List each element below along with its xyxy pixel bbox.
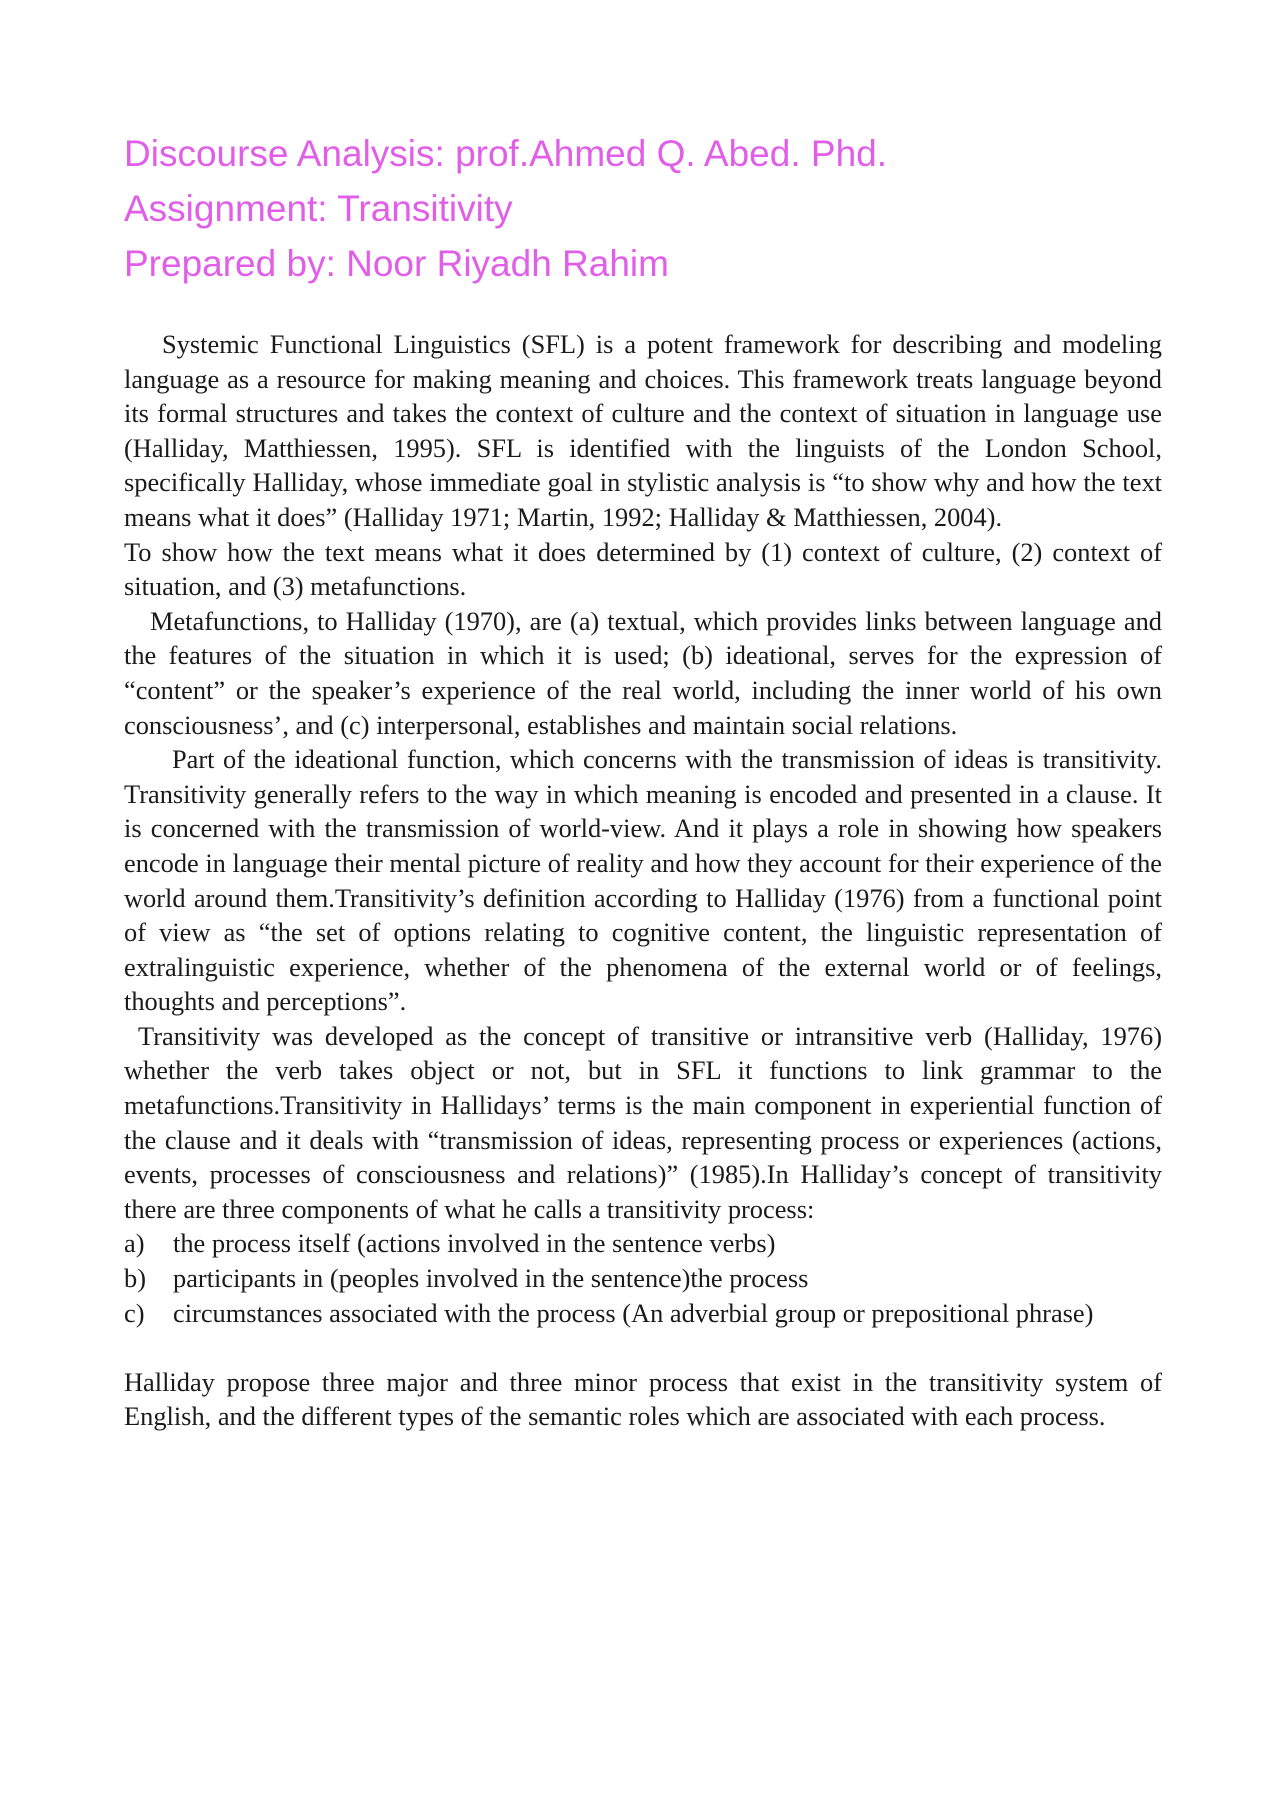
list-item-text: participants in (peoples involved in the sentence)the process	[173, 1263, 809, 1294]
list-marker: b)	[124, 1263, 146, 1294]
paragraph-ideational-function: Part of the ideational function, which concerns with the transmission of ideas is transitivity. Transitivity generally refers to the way in which meaning is encoded and presented in a clause. It is concerned with the transmission of world-view. And it plays a role in showing how speakers encode in language their mental picture of reality and how they account for their experience of the world around them.Transitivity’s definition according to Halliday (1976) from a functional point of view as “the set of options relating to cognitive content, the linguistic representation of extralinguistic experience, whether of the phenomena of the external world or of feelings, thoughts and perceptions”.	[124, 744, 1162, 1017]
paragraph-sfl-intro: Systemic Functional Linguistics (SFL) is a potent framework for describing and modeling language as a resource for making meaning and choices. This framework treats language beyond its formal structures and takes the context of culture and the context of situation in language use (Halliday, Matthiessen, 1995). SFL is identified with the linguists of the London School, specifically Halliday, whose immediate goal in stylistic analysis is “to show why and how the text means what it does” (Halliday 1971; Martin, 1992; Halliday & Matthiessen, 2004).	[124, 329, 1162, 532]
list-item-text: the process itself (actions involved in the sentence verbs)	[173, 1228, 776, 1259]
document-header	[124, 126, 1164, 291]
list-item	[124, 1296, 1162, 1331]
assignment-title: Assignment: Transitivity	[124, 188, 513, 229]
author-line: Prepared by: Noor Riyadh Rahim	[124, 243, 669, 284]
course-title: Discourse Analysis: prof.Ahmed Q. Abed. Phd.	[124, 133, 887, 174]
document-body	[124, 327, 1162, 1434]
paragraph-spacer	[124, 1330, 1162, 1365]
list-marker: c)	[124, 1297, 145, 1328]
list-item-text: circumstances associated with the process (An adverbial group or prepositional phrase)	[173, 1297, 1094, 1328]
list-item	[124, 1261, 1162, 1296]
paragraph-metafunctions: Metafunctions, to Halliday (1970), are (a) textual, which provides links between language and the features of the situation in which it is used; (b) ideational, serves for the expression of “content” or the speaker’s experience of the real world, including the inner world of his own consciousness’, and (c) interpersonal, establishes and maintain social relations.	[124, 605, 1162, 740]
transitivity-components-list	[124, 1226, 1162, 1330]
list-marker: a)	[124, 1228, 145, 1259]
list-item	[124, 1226, 1162, 1261]
paragraph-text-means: To show how the text means what it does determined by (1) context of culture, (2) context of situation, and (3) metafunctions.	[124, 536, 1162, 602]
paragraph-process-types: Halliday propose three major and three minor process that exist in the transitivity system of English, and the different types of the semantic roles which are associated with each process.	[124, 1366, 1162, 1432]
paragraph-transitivity-development: Transitivity was developed as the concept of transitive or intransitive verb (Halliday, 1976) whether the verb takes object or not, but in SFL it functions to link grammar to the metafunctions.Transitivity in Hallidays’ terms is the main component in experiential function of the clause and it deals with “transmission of ideas, representing process or experiences (actions, events, processes of consciousness and relations)” (1985).In Halliday’s concept of transitivity there are three components of what he calls a transitivity process:	[124, 1020, 1162, 1224]
